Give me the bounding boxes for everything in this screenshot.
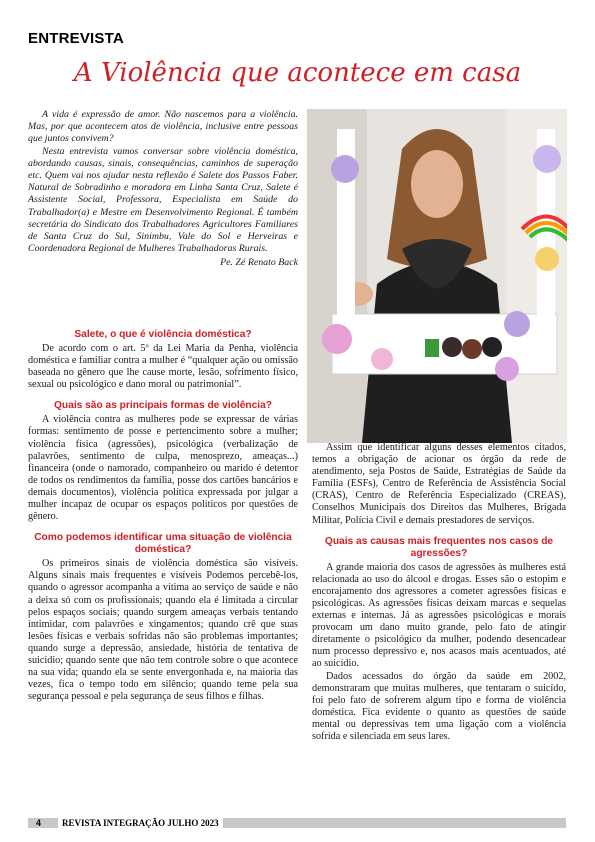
answer-paragraph: A violência contra as mulheres pode se expressar de várias formas: sentimento de posse e pertencimento sobre a mulher; violência física (agressões), psicológica (verbalização de palavrões, sentimento de culpa, menosprezo, ameaças...) financeira (onde o namorado, companheiro ou marido é detentor de todos os rendimentos da família, posse dos cartões bancários e demais documentos), violência política expressada por julgar a mulher incapaz de ocupar os espaços políticos por questões de gênero. [28, 414, 298, 523]
page-footer [28, 816, 568, 830]
left-column [28, 329, 298, 703]
intro-paragraph: A vida é expressão de amor. Não nascemos para a violência. Mas, por que acontecem atos de violência, inclusive entre pessoas que juntos convivem? [28, 109, 298, 145]
publication-name: REVISTA INTEGRAÇÃO JULHO 2023 [58, 816, 223, 830]
answer-paragraph: Dados acessados do órgão da saúde em 2002, demonstraram que muitas mulheres, que tentaram o suicído, foi pelo fato de sofrerem algum tipo e forma de violência doméstica. Fica evidente o quanto as questões de saúde mental ou depressivas tem uma ligação com a violência sofrida e silenciada em seus lares. [312, 670, 566, 742]
intro-block [28, 109, 298, 270]
interviewee-photo [307, 109, 567, 443]
answer-paragraph: Assim que identificar alguns desses elementos citados, temos a obrigação de acionar os órgão da rede de atendimento, seja Postos de Saúde, Estratégias de Saúde da Família (ESFs), Centro de Referência de Assistência Social (CRAS), Centro de Referência Especializado (CREAS), Conselhos Municipais dos Direitos das Mulheres, Brigada Militar, Polícia Civil e demais prestadores de serviços. [312, 442, 566, 526]
author-signature: Pe. Zé Renato Back [220, 257, 298, 269]
question-heading: Como podemos identificar uma situação de violência doméstica? [34, 532, 292, 556]
intro-paragraph: Nesta entrevista vamos conversar sobre violência doméstica, abordando causas, sinais, consequências, caminhos de superação etc. Quem vai nos ajudar nesta reflexão é Salete dos Passos Faber. Natural de Sobradinho e moradora em Linha Santa Cruz, Salete é Assistente Social, Professora, Especialista em Saúde do Trabalhador(a) e Mestre em Desenvolvimento Regional. É também secretária do Sindicato dos Trabalhadores Agricultores Familiares de Santa Cruz do Sul, Sinimbu, Vale do Sol e Herveiras e Coordenadora Regional de Mulheres Trabalhadoras Rurais. [28, 145, 298, 255]
section-label: ENTREVISTA [28, 30, 124, 47]
answer-paragraph: A grande maioria dos casos de agressões às mulheres está relacionada ao uso do álcool e drogas. Esses são o estopim e encorajamento dos agressores a cometer agressões físicas e psicológicas. As agressões físicas deixam marcas e sequelas externas e internas. Já as agressões psicológicas e morais provocam um dano muito grande, pelo fato de atingir diretamente o psicológico da mulher, podendo desencadear num processo depressivo e, nos acasos mais acentuados, até ao suicídio. [312, 561, 566, 670]
photo-illustration [307, 109, 567, 443]
page-number: 4 [36, 818, 42, 828]
article-title: A Violência que acontece em casa [73, 58, 522, 88]
question-heading: Salete, o que é violência doméstica? [74, 329, 252, 340]
right-column [312, 442, 566, 743]
question-heading: Quais são as principais formas de violência? [54, 400, 272, 412]
question-heading: Quais as causas mais frequentes nos casos de agressões? [324, 535, 554, 559]
answer-paragraph: Os primeiros sinais de violência doméstica são visíveis. Alguns sinais mais frequentes e visíveis Podemos percebê-los, quando o agressor acompanha a vítima ao serviço de saúde e não a deixa só com os profissionais; quando ela é limitada a circular pelos espaços sociais; quando surgem ameaças verbais tentando intimidar, com palavrões e xingamentos; quando crê que suas lesões físicas e verbais sofridas não são problemas importantes; quando surge a depressão, ansiedade, história de tentativa de suicídio; quando sente que não tem controle sobre o que acontece na sua vida; quando ela se sente envergonhada e, na maioria das vezes, fica o tempo todo em silêncio; quando teme pela sua segurança pessoal e pela segurança de seus filhos e filhas. [28, 558, 298, 703]
answer-paragraph: De acordo com o art. 5º da Lei Maria da Penha, violência doméstica e familiar contra a mulher é “qualquer ação ou omissão baseada no gênero que lhe cause morte, lesão, sofrimento físico, sexual ou psicológico e dano moral ou patrimonial”. [28, 343, 298, 391]
